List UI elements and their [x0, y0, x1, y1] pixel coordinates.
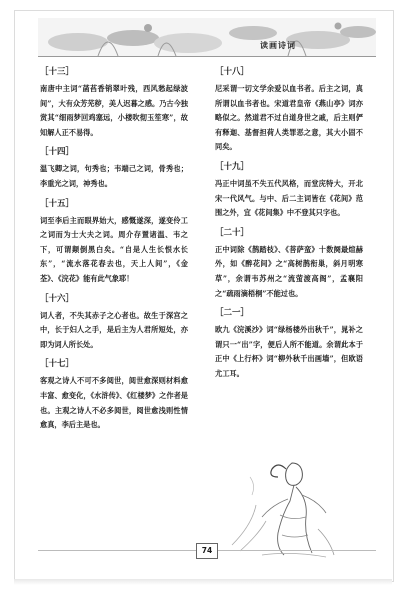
running-header-title: 读画诗词 — [260, 41, 296, 50]
section-text: 冯正中词虽不失五代风格，而堂庑特大，开北宋一代风气。与中、后二主词皆在《花间》范围之外，宜《花间集》中不登其只字也。 — [215, 178, 363, 218]
section-heading: ［十八］ — [215, 67, 250, 77]
section-text: 客观之诗人不可不多阅世，阅世愈深则材料愈丰富、愈变化，《水浒传》、《红楼梦》之作者是也。主观之诗人不必多阅世，阅世愈浅则性情愈真，李后主是也。 — [40, 376, 188, 430]
section-heading: ［十五］ — [40, 198, 75, 209]
page-header — [38, 18, 376, 57]
section-heading: ［二十］ — [215, 227, 250, 238]
section-text: 词人者，不失其赤子之心者也。故生于深宫之中，长于妇人之手，是后主为人君所短处，亦即为词人所长处。 — [40, 310, 188, 349]
right-column — [215, 64, 363, 386]
section-heading: ［十三］ — [40, 67, 75, 77]
section-18 — [215, 64, 363, 155]
section-15 — [40, 196, 188, 287]
lotus-header-illustration — [38, 18, 376, 56]
section-text: 欧九《浣溪沙》词“绿杨楼外出秋千”，晁补之谓只一“出”字，便后人所不能道。余谓此本于正中《上行杯》词“柳外秋千出画墙”，但欧语尤工耳。 — [215, 325, 363, 378]
ink-sketch-illustration — [222, 455, 342, 560]
section-text: 南唐中主词“菡萏香销翠叶残，西风愁起绿波间”，大有众芳芜秽，美人迟暮之感。乃古今独赏其“细雨梦回鸡塞远，小楼吹彻玉笙寒”，故知解人正不易得。 — [40, 84, 188, 137]
section-heading: ［十九］ — [215, 161, 250, 172]
section-21 — [215, 305, 363, 381]
section-13 — [40, 64, 188, 140]
section-19 — [215, 159, 363, 221]
section-text: 尼采谓一切文学余爱以血书者。后主之词，真所谓以血书者也。宋道君皇帝《燕山亭》词亦略似之。然道君不过自道身世之戚，后主则俨有释迦、基督担荷人类罪恶之意，其大小固不同矣。 — [215, 84, 363, 152]
section-17 — [40, 356, 188, 432]
section-heading: ［十四］ — [40, 147, 75, 158]
section-heading: ［十七］ — [40, 359, 75, 370]
section-text: 温飞卿之词，句秀也；韦端己之词，骨秀也；李重光之词，神秀也。 — [40, 164, 188, 188]
left-column — [40, 64, 188, 437]
section-text: 正中词除《鹊踏枝》、《菩萨蛮》十数阕最煊赫外，如《醉花间》之“高树鹊衔巢，斜月明寒草”，余谓韦苏州之“流萤渡高阁”，孟襄阳之“疏雨滴梧桐”不能过也。 — [215, 244, 363, 298]
page-number: 74 — [196, 543, 218, 559]
section-text: 词至李后主而眼界始大，感慨遂深，遂变伶工之词而为士大夫之词。周介存置诸温、韦之下，可谓颠倒黑白矣。“自是人生长恨水长东”，“流水落花春去也，天上人间”，《金荃》、《浣花》能有此气象耶！ — [40, 215, 188, 283]
page-edge-shadow — [14, 579, 392, 585]
section-heading: ［十六］ — [40, 293, 75, 304]
section-16 — [40, 291, 188, 353]
section-heading: ［二一］ — [215, 308, 250, 319]
section-20 — [215, 225, 363, 301]
section-14 — [40, 144, 188, 191]
